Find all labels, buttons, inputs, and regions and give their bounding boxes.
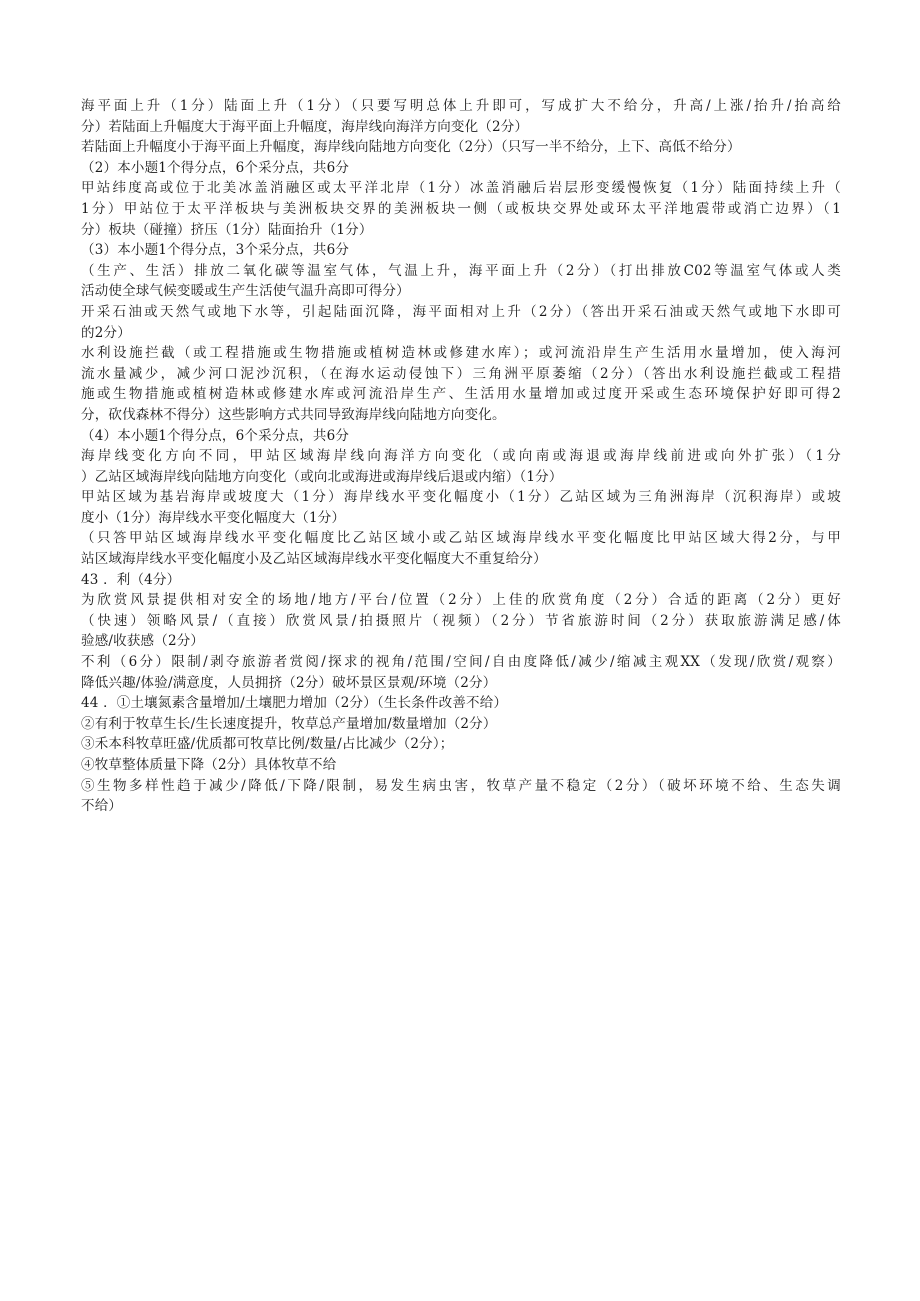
text-line: 为欣赏风景提供相对安全的场地/地方/平台/位置（2分）上佳的欣赏角度（2分）合适的距离（2分）更好 bbox=[81, 592, 841, 609]
text-line: ④牧草整体质量下降（2分）具体牧草不给 bbox=[81, 757, 337, 773]
text-line: 施或生物措施或植树造林或修建水库或河流沿岸生产、生活用水量增加或过度开采或生态环境保护好即可得2 bbox=[81, 386, 841, 403]
text-line: 流水量减少，减少河口泥沙沉积，（在海水运动侵蚀下）三角洲平原萎缩（2分）（答出水利设施拦截或工程措 bbox=[81, 365, 841, 382]
text-line: 的2分） bbox=[81, 324, 131, 341]
text-line: 站区域海岸线水平变化幅度小及乙站区域海岸线水平变化幅度大不重复给分） bbox=[81, 551, 547, 568]
text-line: 甲站区域为基岩海岸或坡度大（1分）海岸线水平变化幅度小（1分）乙站区域为三角洲海岸（沉积海岸）或坡 bbox=[81, 489, 841, 506]
text-line: 1分）甲站位于太平洋板块与美洲板块交界的美洲板块一侧（或板块交界处或环太平洋地震带或消亡边界）（1 bbox=[81, 200, 841, 217]
text-line: 不利（6分）限制/剥夺旅游者赏阅/探求的视角/范围/空间/自由度降低/减少/缩减主观XX（发现/欣赏/观察） bbox=[81, 654, 841, 671]
section-heading: （3）本小题1个得分点，3个采分点，共6分 bbox=[81, 242, 350, 259]
text-line: 降低兴趣/体验/满意度，人员拥挤（2分）破坏景区景观/环境（2分） bbox=[81, 674, 497, 691]
text-line: 验感/收获感（2分） bbox=[81, 633, 205, 650]
question-heading: 44 ．①土壤氮素含量增加/土壤肥力增加（2分）（生长条件改善不给） bbox=[81, 695, 508, 712]
text-line: 度小（1分）海岸线水平变化幅度大（1分） bbox=[81, 509, 346, 526]
text-line: 分）板块（碰撞）挤压（1分）陆面抬升（1分） bbox=[81, 221, 373, 238]
text-line: 海岸线变化方向不同，甲站区域海岸线向海洋方向变化（或向南或海退或海岸线前进或向外扩张）（1分 bbox=[81, 448, 841, 465]
text-line: 水利设施拦截（或工程措施或生物措施或植树造林或修建水库）；或河流沿岸生产生活用水量增加，使入海河 bbox=[81, 345, 841, 362]
text-line: 活动使全球气候变暖或生产生活使气温升高即可得分） bbox=[81, 283, 410, 300]
answer-document bbox=[81, 96, 841, 817]
text-line: 开采石油或天然气或地下水等，引起陆面沉降，海平面相对上升（2分）（答出开采石油或天然气或地下水即可 bbox=[81, 303, 841, 320]
text-line: ②有利于牧草生长/生长速度提升，牧草总产量增加/数量增加（2分） bbox=[81, 715, 497, 732]
text-line: （只答甲站区域海岸线水平变化幅度比乙站区域小或乙站区域海岸线水平变化幅度比甲站区域大得2分，与甲 bbox=[81, 530, 841, 547]
text-line: 海平面上升（1分）陆面上升（1分）（只要写明总体上升即可，写成扩大不给分，升高/上涨/抬升/抬高给 bbox=[81, 98, 841, 114]
text-line: ）乙站区域海岸线向陆地方向变化（或向北或海进或海岸线后退或内缩）（1分） bbox=[81, 468, 563, 485]
question-heading: 43 ．利（4分） bbox=[81, 571, 181, 588]
section-heading: （2）本小题1个得分点，6个采分点，共6分 bbox=[81, 159, 350, 176]
text-line: 甲站纬度高或位于北美冰盖消融区或太平洋北岸（1分）冰盖消融后岩层形变缓慢恢复（1分）陆面持续上升（ bbox=[81, 180, 841, 197]
text-line: 若陆面上升幅度小于海平面上升幅度，海岸线向陆地方向变化（2分）（只写一半不给分，上下、高低不给分） bbox=[81, 139, 741, 156]
text-line: ③禾本科牧草旺盛/优质都可牧草比例/数量/占比减少（2分）； bbox=[81, 736, 454, 753]
text-line: （生产、生活）排放二氧化碳等温室气体，气温上升，海平面上升（2分）（打出排放C02等温室气体或人类 bbox=[81, 262, 841, 279]
text-line: 不给） bbox=[81, 798, 123, 815]
text-line: 分，砍伐森林不得分）这些影响方式共同导致海岸线向陆地方向变化。 bbox=[81, 406, 506, 423]
section-heading: （4）本小题1个得分点，6个采分点，共6分 bbox=[81, 427, 350, 444]
text-line: 分）若陆面上升幅度大于海平面上升幅度，海岸线向海洋方向变化（2分） bbox=[81, 118, 529, 135]
text-line: （快速）领略风景/（直接）欣赏风景/拍摄照片（视频）（2分）节省旅游时间（2分）获取旅游满足感/体 bbox=[81, 612, 841, 629]
text-line: ⑤生物多样性趋于减少/降低/下降/限制，易发生病虫害，牧草产量不稳定（2分）（破坏环境不给、生态失调 bbox=[81, 777, 841, 794]
